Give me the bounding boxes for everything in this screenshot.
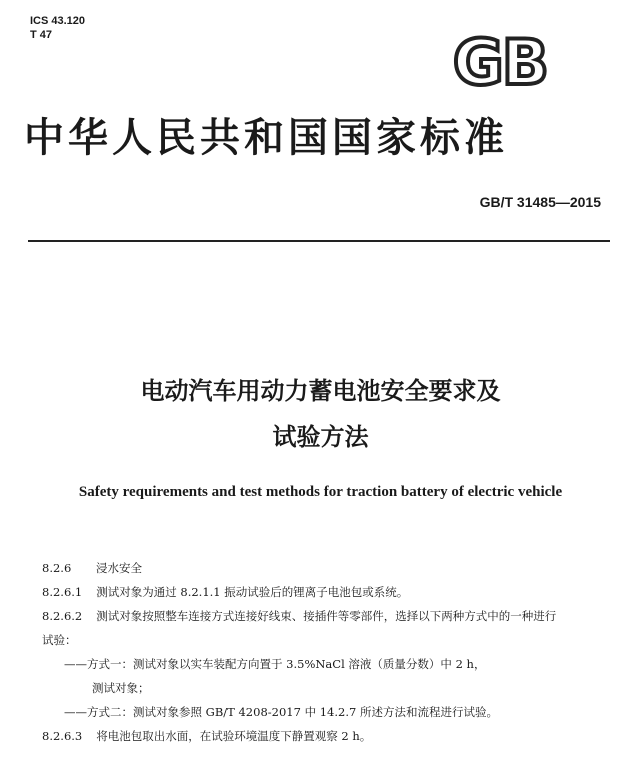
section-text: 测试对象按照整车连接方式连接好线束、接插件等零部件，选择以下两种方式中的一种进行 bbox=[96, 609, 557, 623]
section-number: 8.2.6.2 bbox=[42, 609, 83, 623]
section-number: 8.2.6.3 bbox=[42, 729, 83, 743]
document-body bbox=[42, 556, 617, 748]
section-number: 8.2.6 bbox=[42, 561, 72, 575]
section-8-2-6-2 bbox=[42, 604, 617, 628]
section-text: 浸水安全 bbox=[96, 561, 142, 575]
option-one: ——方式一：测试对象以实车装配方向置于 3.5%NaCl 溶液（质量分数）中 2 h， bbox=[64, 657, 486, 671]
option-one-cont: 测试对象； bbox=[92, 681, 150, 695]
document-title-cn bbox=[0, 368, 641, 460]
ics-code: ICS 43.120 bbox=[30, 15, 86, 27]
standard-number: GB/T 31485—2015 bbox=[479, 194, 601, 210]
section-8-2-6-3 bbox=[42, 724, 617, 748]
ics-code-block bbox=[30, 14, 85, 42]
option-two: ——方式二：测试对象参照 GB/T 4208-2017 中 14.2.7 所述方法和流程进行试验。 bbox=[64, 705, 498, 719]
section-text: 测试对象为通过 8.2.1.1 振动试验后的锂离子电池包或系统。 bbox=[96, 585, 409, 599]
gb-logo-text: GB bbox=[452, 30, 548, 90]
document-title-line-1: 电动汽车用动力蓄电池安全要求及 bbox=[140, 377, 501, 405]
section-8-2-6-1 bbox=[42, 580, 617, 604]
classification-code: T 47 bbox=[30, 29, 53, 41]
section-text: 将电池包取出水面，在试验环境温度下静置观察 2 h。 bbox=[96, 729, 372, 743]
document-title-en: Safety requirements and test methods for traction battery of electric vehicle bbox=[78, 484, 563, 500]
gb-logo bbox=[430, 30, 570, 90]
national-standard-heading: 中华人民共和国国家标准 bbox=[24, 115, 508, 161]
section-8-2-6 bbox=[42, 556, 617, 580]
section-number: 8.2.6.1 bbox=[42, 585, 83, 599]
header-divider bbox=[28, 240, 610, 242]
section-8-2-6-2-cont: 试验： bbox=[42, 633, 77, 647]
document-title-line-2: 试验方法 bbox=[272, 423, 369, 451]
